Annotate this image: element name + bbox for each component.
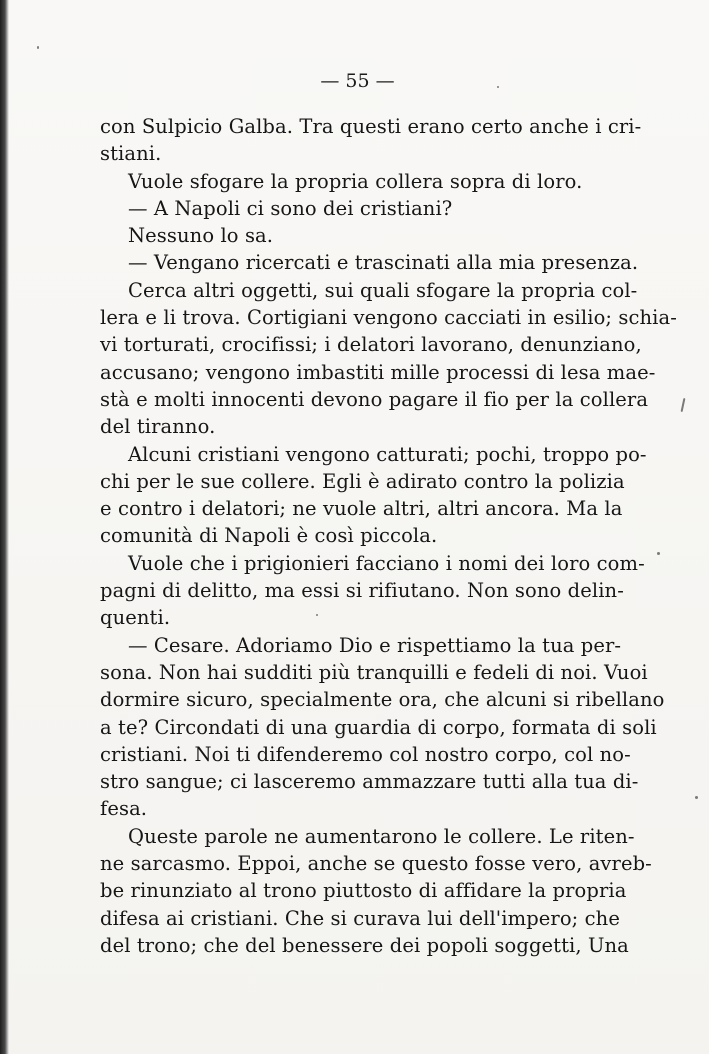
paper-speck [37,46,39,49]
text-line: difesa ai cristiani. Che si curava lui dell'impero; che [100,906,620,930]
text-line: fesa. [100,797,148,821]
text-line: Nessuno lo sa. [128,224,274,248]
page-spine-shadow [0,0,9,1054]
page-number: — 55 — [320,70,395,92]
text-line: Alcuni cristiani vengono catturati; pochi, troppo po- [128,442,647,466]
paper-speck [695,796,698,799]
text-line: be rinunziato al trono piuttosto di affidare la propria [100,879,627,903]
text-line: a te? Circondati di una guardia di corpo, formata di soli [100,715,657,739]
text-line: ne sarcasmo. Eppoi, anche se questo fosse vero, avreb- [100,852,652,876]
text-line: — Cesare. Adoriamo Dio e rispettiamo la tua per- [128,633,622,657]
text-line: lera e li trova. Cortigiani vengono cacciati in esilio; schia- [100,306,677,330]
text-line: vi torturati, crocifissi; i delatori lavorano, denunziano, [100,333,642,357]
text-line: accusano; vengono imbastiti mille processi di lesa mae- [100,360,656,384]
text-line: con Sulpicio Galba. Tra questi erano certo anche i cri- [100,115,642,138]
text-line: pagni di delitto, ma essi si rifiutano. Non sono delin- [100,579,624,603]
text-line: stà e molti innocenti devono pagare il fio per la collera [100,387,649,411]
text-line: stiani. [100,142,162,166]
text-line: Vuole sfogare la propria collera sopra di loro. [128,169,583,193]
text-line: dormire sicuro, specialmente ora, che alcuni si ribellano [100,688,665,712]
text-line: quenti. [100,606,171,630]
text-line: Queste parole ne aumentarono le collere. Le riten- [128,824,635,848]
text-line: Vuole che i prigionieri facciano i nomi dei loro com- [128,551,645,575]
text-line: Cerca altri oggetti, sui quali sfogare la propria col- [128,278,638,302]
paper-speck [681,398,686,412]
paper-speck [316,614,318,616]
text-line: chi per le sue collere. Egli è adirato contro la polizia [100,469,625,493]
text-line: del tiranno. [100,415,216,439]
text-line: sona. Non hai sudditi più tranquilli e fedeli di noi. Vuoi [100,660,648,684]
body-text [100,113,677,959]
text-line: cristiani. Noi ti difenderemo col nostro corpo, col no- [100,742,631,766]
paper-speck [497,86,499,88]
text-line: stro sangue; ci lasceremo ammazzare tutti alla tua di- [100,770,639,794]
text-line: del trono; che del benessere dei popoli soggetti, Una [100,933,629,957]
text-line: — Vengano ricercati e trascinati alla mia presenza. [128,251,639,275]
text-line: comunità di Napoli è così piccola. [100,524,438,548]
text-line: — A Napoli ci sono dei cristiani? [128,196,453,220]
text-line: e contro i delatori; ne vuole altri, altri ancora. Ma la [100,497,623,521]
paper-speck [657,552,660,555]
